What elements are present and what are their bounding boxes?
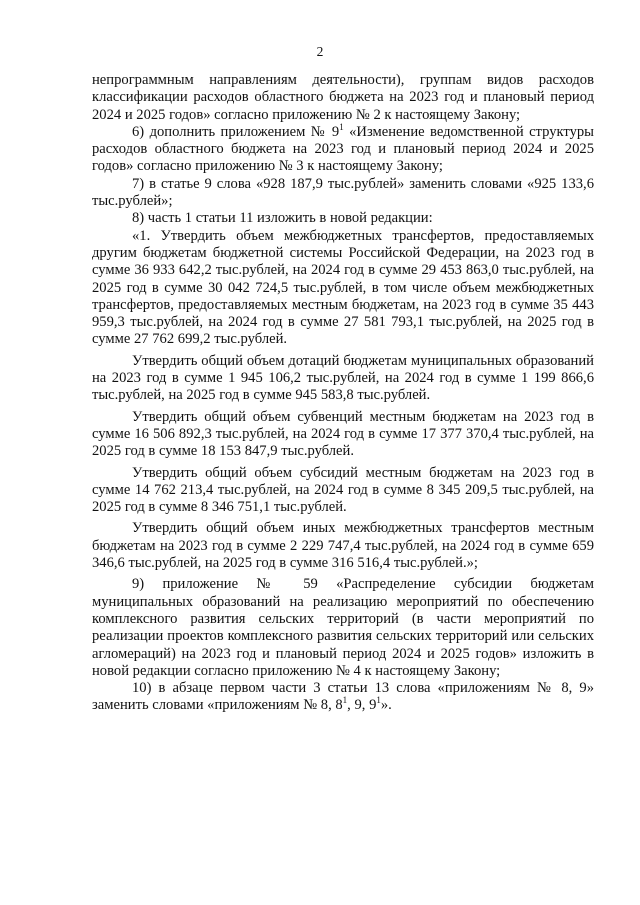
page-number: 2	[316, 44, 324, 59]
superscript: 1	[376, 695, 381, 706]
paragraph-item-10	[92, 680, 594, 715]
paragraph-item-8: 8) часть 1 статьи 11 изложить в новой редакции:	[132, 210, 433, 227]
paragraph-transfers: «1. Утвердить объем межбюджетных трансфертов, предоставляемых другим бюджетам бюджетной системы Российской Федерации, на 2023 год в сумме 36 933 642,2 тыс.рублей, на 2024 год в сумме 29 453 863,0 тыс.рублей, на 2025 год в сумме 30 042 724,5 тыс.рублей, в том числе объем межбюджетных трансфертов, предоставляемых местным бюджетам, на 2023 год в сумме 35 443 959,3 тыс.рублей, на 2024 год в сумме 27 581 793,1 тыс.рублей, на 2025 год в сумме 27 762 699,2 тыс.рублей.	[92, 227, 594, 348]
paragraph-subventions: Утвердить общий объем субвенций местным бюджетам на 2023 год в сумме 16 506 892,3 тыс.рублей, на 2024 год в сумме 17 377 370,4 тыс.рублей, на 2025 год в сумме 18 153 847,9 тыс.рублей.	[92, 408, 594, 460]
paragraph-text: 10) в абзаце первом части 3 статьи 13 слова «приложениям № 8, 9» заменить словами «приложениям № 8, 8	[92, 680, 594, 714]
document-body	[92, 72, 594, 715]
paragraph-text: ».	[380, 697, 392, 714]
paragraph-item-9: 9) приложение № 59 «Распределение субсидии бюджетам муниципальных образований на реализацию мероприятий по обеспечению комплексного развития сельских территорий (в части мероприятий по реализации проектов комплексного развития сельских территорий или сельских агломераций) на 2023 год и плановый период 2024 и 2025 годов» изложить в новой редакции согласно приложению № 4 к настоящему Закону;	[92, 576, 594, 679]
paragraph-text: 6) дополнить приложением № 9	[132, 123, 340, 140]
paragraph-other-transfers: Утвердить общий объем иных межбюджетных трансфертов местным бюджетам на 2023 год в сумме 2 229 747,4 тыс.рублей, на 2024 год в сумме 659 346,6 тыс.рублей, на 2025 год в сумме 316 516,4 тыс.рублей.»;	[92, 520, 594, 572]
paragraph-text: , 9, 9	[347, 697, 377, 714]
paragraph-item-6	[92, 121, 594, 176]
paragraph-subsidies: Утвердить общий объем субсидий местным бюджетам на 2023 год в сумме 14 762 213,4 тыс.рублей, на 2024 год в сумме 8 345 209,5 тыс.рублей, на 2025 год в сумме 8 346 751,1 тыс.рублей.	[92, 464, 594, 516]
paragraph-continuation: непрограммным направлениям деятельности), группам видов расходов классификации расходов областного бюджета на 2023 год и плановый период 2024 и 2025 годов» согласно приложению № 2 к настоящему Закону;	[92, 72, 594, 123]
paragraph-dotations: Утвердить общий объем дотаций бюджетам муниципальных образований на 2023 год в сумме 1 945 106,2 тыс.рублей, на 2024 год в сумме 1 199 866,6 тыс.рублей, на 2025 год в сумме 945 583,8 тыс.рублей.	[92, 352, 594, 404]
superscript: 1	[339, 121, 344, 132]
paragraph-text: «Изменение ведомственной структуры расходов областного бюджета на 2023 год и плановый период 2024 и 2025 годов» согласно приложению № 3 к настоящему Закону;	[92, 123, 594, 175]
superscript: 1	[342, 695, 348, 706]
paragraph-item-7: 7) в статье 9 слова «928 187,9 тыс.рублей» заменить словами «925 133,6 тыс.рублей»;	[92, 175, 594, 210]
